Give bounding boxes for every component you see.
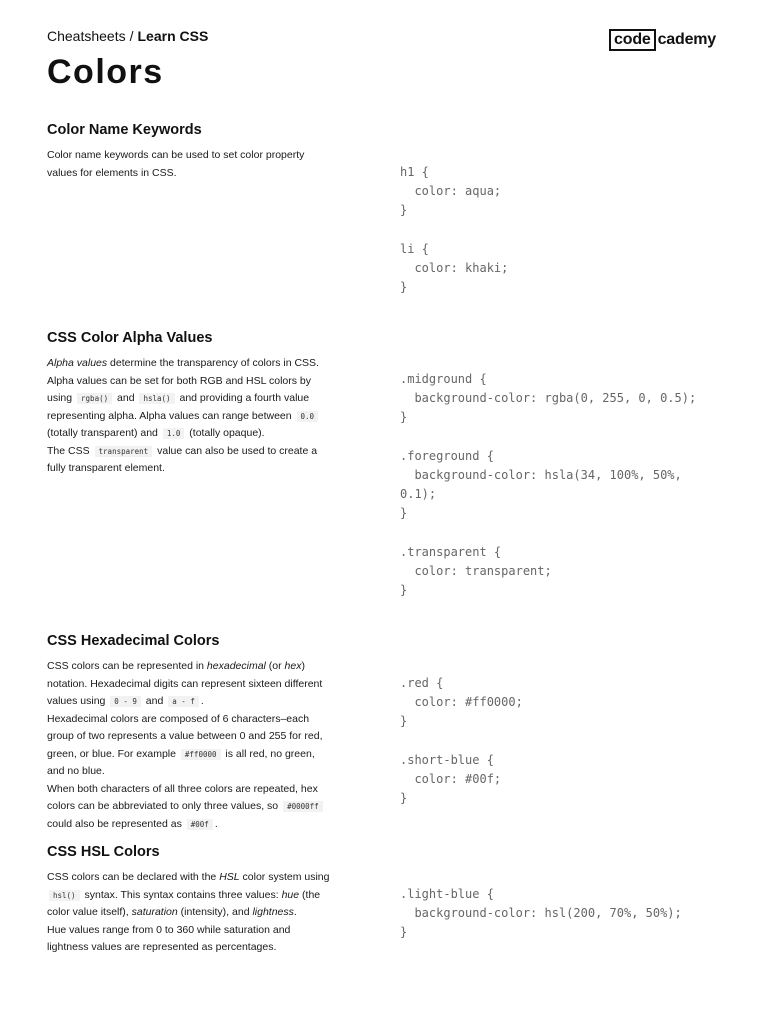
emphasis: Alpha values [47,357,108,369]
inline-code: rgba() [77,393,112,404]
desc-paragraph [47,355,332,443]
emphasis: lightness [252,906,294,918]
desc-paragraph: Hue values range from 0 to 360 while saturation and lightness values are represented as percentages. [47,923,291,953]
section-css-hsl-colors [47,842,722,953]
section-css-color-alpha-values [47,328,722,598]
section-title: CSS Hexadecimal Colors [47,633,220,649]
text-run: When both characters of all three colors are repeated, hex colors can be abbreviated to only three values, so [47,782,318,812]
text-run: . [293,906,297,918]
inline-code: hsla() [139,393,174,404]
text-run: Hexadecimal colors are composed of 6 characters–each group of two represents a value between 0 and 255 for red, green, or blue. For example [47,712,323,760]
emphasis: hexadecimal [206,660,266,672]
text-run: CSS colors can be represented in [47,660,207,672]
text-run: (totally opaque). [186,427,265,439]
text-run: . [200,695,204,707]
inline-code: transparent [95,446,153,457]
emphasis: saturation [131,906,178,918]
text-run: value can also be used to create a fully transparent element. [47,444,318,474]
code-example: .red { color: #ff0000; } .short-blue { color: #00f; } [400,676,523,806]
code-example: h1 { color: aqua; } li { color: khaki; } [400,165,509,295]
section-description [47,658,332,833]
codecademy-logo[interactable] [609,29,716,51]
desc-paragraph: Color name keywords can be used to set color property values for elements in CSS. [47,149,305,179]
desc-paragraph [47,443,332,478]
text-run: ) notation. Hexadecimal digits can represent sixteen different values using [47,660,323,707]
section-description [47,147,332,182]
emphasis: hue [281,888,300,901]
code-example: .midground { background-color: rgba(0, 255, 0, 0.5); } .foreground { background-color: hsla(34, 100%, 50%, 0.1); } .transparent { color: transparent; } [400,372,697,598]
emphasis: HSL [219,871,240,883]
section-title: Color Name Keywords [47,122,202,138]
desc-paragraph [47,781,332,834]
breadcrumb-separator: / [129,28,134,44]
text-run: . [214,817,218,830]
text-run: (intensity), and [177,906,253,918]
desc-paragraph [47,711,332,781]
text-run: could also be represented as [47,817,185,830]
desc-paragraph [47,869,332,922]
code-example: .light-blue { background-color: hsl(200, 70%, 50%); } [400,887,682,940]
inline-code: a - f [168,696,199,707]
section-title: CSS HSL Colors [47,844,160,860]
text-run: CSS colors can be declared with the [47,871,220,883]
emphasis: hex [284,660,302,672]
text-run: (the color value itself), [47,888,321,918]
text-run: and providing a fourth value representing alpha. Alpha values can range between [47,392,310,422]
inline-code: hsl() [49,890,80,901]
inline-code: 0.0 [297,411,319,422]
text-run: color system using [239,871,330,883]
page-header [47,27,722,107]
inline-code: #0000ff [283,801,323,812]
section-description [47,869,332,957]
logo-boxed-text: code [609,29,656,51]
text-run: (or [265,660,285,672]
inline-code: 1.0 [163,428,185,439]
section-color-name-keywords [47,120,722,295]
text-run: and [114,392,138,404]
text-run: determine the transparency of colors in CSS. Alpha values can be set for both RGB and HSL colors by using [47,357,319,404]
logo-text: cademy [657,31,716,48]
section-description [47,355,332,478]
section-title: CSS Color Alpha Values [47,330,213,346]
text-run: and [142,695,167,707]
text-run: (totally transparent) and [47,427,161,439]
desc-paragraph [47,658,332,711]
text-run: The CSS [47,444,93,457]
breadcrumb-current[interactable]: Learn CSS [137,28,209,44]
inline-code: #ff0000 [181,749,221,760]
breadcrumb [47,27,208,45]
text-run: is all red, no green, and no blue. [47,747,315,777]
inline-code: #00f [187,819,213,830]
section-css-hexadecimal-colors [47,631,722,830]
inline-code: 0 - 9 [110,696,141,707]
breadcrumb-link-cheatsheets[interactable]: Cheatsheets [47,28,126,44]
page-title: Colors [47,53,164,91]
text-run: syntax. This syntax contains three values: [81,888,282,901]
